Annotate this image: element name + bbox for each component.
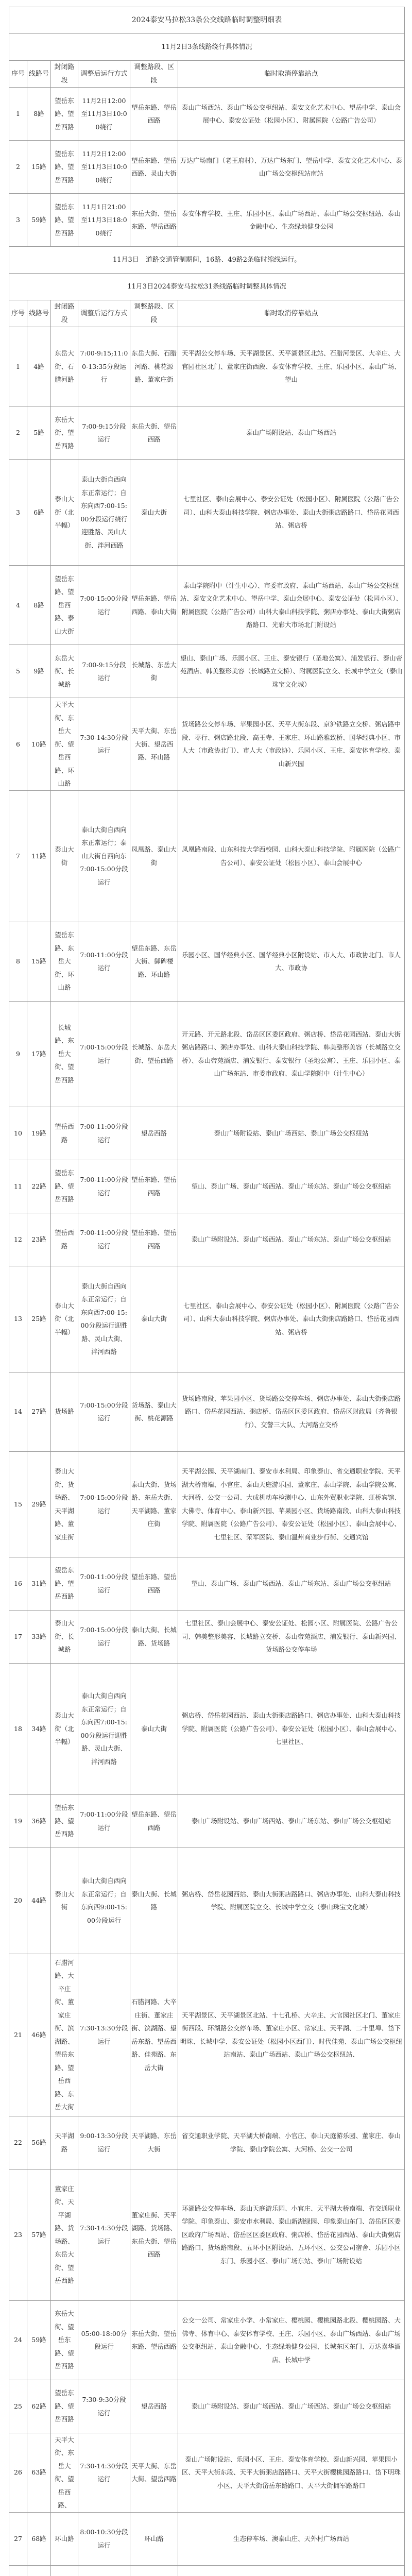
operating-mode: 7:30-14:30分段运行 [78, 698, 130, 791]
adjusted-segment: 东岳大街、望岳西路 [130, 406, 178, 460]
operating-mode: 7:00-15:00分段运行 [78, 1372, 130, 1451]
cancelled-stops: 环湖路公交停车场、泰山天庭游乐园、小官庄、天平湖大桥南端、省交通职业学院、印象泰山、泰安市水利局、泰山新湖绿园、印象泰山东门、岱岳区区委区政府广场西站、岱岳区区委区政府、粥店桥、岱岳花园西站、泰山大街粥店路路口、货场路南段、五环小区附设站、五环小区、公交公司宿舍、乐园小区东门、乐园小区、泰山广场东站、泰山广场附设站 [178, 2169, 405, 2300]
operating-mode: 7:00-9:15;11:00-13:35分段运行 [78, 327, 130, 406]
cancelled-stops: 货场路公交停车场、苹果园小区、天平大街东段、京沪铁路立交桥、粥店路中段、枣行、粥店路北段、高王寺、王家庄、环山路雅致桥、国华经典小区、市人大（市政协北门）、市人大（市政协）、乐园小区、王庄、泰安体育学校、泰山新兴园 [178, 698, 405, 791]
table-row [9, 1451, 405, 1557]
adjusted-segment: 董家庄街、天平湖路、货场路、东岳大街、望岳西路 [130, 2169, 178, 2300]
adjustment-table [9, 7, 405, 2576]
closed-section: 长城路、东岳大街、望岳西路 [51, 1001, 78, 1107]
closed-section: 泰山大街 [51, 1848, 78, 1954]
header-no: 序号 [9, 61, 27, 88]
closed-section: 望岳东路、望岳西路 [51, 88, 78, 141]
closed-section: 东岳大街、长城路 [51, 645, 78, 698]
line-number: 8路 [27, 88, 51, 141]
cancelled-stops: 泰山学院附中（计生中心）、市委市政府、泰山广场西站、泰山广场公交枢纽站、泰安文化艺术中心、望岳中学、泰山会展中心、泰安公证处（松园小区）、附属医院（公路广告公司）山科大泰山科技学院、粥店办事处、泰山大街粥店路路口、光彩大市场北门附设站 [178, 566, 405, 645]
line-number: 4路 [27, 327, 51, 406]
table-row [9, 1557, 405, 1610]
closed-section: 泰山大街（北半幅） [51, 1266, 78, 1372]
cancelled-stops: 七里社区、泰山会展中心、泰安公证处（松园小区）、附属医院（公路广告公司）、山科大泰山科技学院、粥店办事处、泰山大街粥店路路口、岱岳花园西站、粥店桥 [178, 1266, 405, 1372]
table-row [9, 1848, 405, 1954]
closed-section: 望岳西路 [51, 1213, 78, 1266]
table-row [9, 1794, 405, 1848]
table-row [9, 566, 405, 645]
operating-mode: 05:00-18:00分段运行 [78, 2300, 130, 2380]
row-number: 6 [9, 698, 27, 791]
adjusted-segment: 东岳大街、石腊河路、桃花源路、董家庄街 [130, 327, 178, 406]
table-row [9, 1610, 405, 1663]
operating-mode: 11月2日12:00至11月3日10:00绕行 [78, 141, 130, 194]
row-number: 25 [9, 2380, 27, 2433]
table-row [9, 1266, 405, 1372]
closed-section: 望岳东路、望岳西路 [51, 141, 78, 194]
adjusted-segment [130, 2565, 178, 2576]
row-number: 7 [9, 790, 27, 922]
cancelled-stops: 乐园小区、国华经典小区、国华经典小区附设站、市人大、市政协北门、市人大、市政协 [178, 922, 405, 1001]
table-row [9, 2565, 405, 2576]
line-number: 34路 [27, 1663, 51, 1794]
row-number: 3 [9, 194, 27, 247]
cancelled-stops: 生态停车场、澳泰山庄、天外村广场西站 [178, 2512, 405, 2565]
table-row [9, 1160, 405, 1213]
adjusted-segment: 凤凰路、泰山大街 [130, 790, 178, 922]
closed-section: 泰山大街、长城路 [51, 1610, 78, 1663]
cancelled-stops: 凤凰路南段、山东科技大学西校园、山科大泰山科技学院、附属医院（公路广告公司）、泰安公证处（松园小区）、泰山会展中心 [178, 790, 405, 922]
row-number: 24 [9, 2300, 27, 2380]
section2-header-row [9, 300, 405, 327]
table-row [9, 1213, 405, 1266]
row-number: 26 [9, 2433, 27, 2512]
adjusted-segment: 望岳东路、望岳西路、灵山大街 [130, 141, 178, 194]
closed-section: 天平湖路 [51, 2116, 78, 2169]
line-number: 31路 [27, 1557, 51, 1610]
line-number: 11路 [27, 790, 51, 922]
section2-title: 11月3日2024泰安马拉松31条线路临时调整具体情况 [9, 274, 405, 300]
row-number: 10 [9, 1107, 27, 1160]
adjusted-segment: 望岳东路、望岳西路、泰山大街 [130, 566, 178, 645]
row-number: 13 [9, 1266, 27, 1372]
operating-mode: 7:00-11:00分段运行 [78, 1160, 130, 1213]
row-number: 8 [9, 922, 27, 1001]
row-number: 12 [9, 1213, 27, 1266]
adjusted-segment: 泰山大街 [130, 1663, 178, 1794]
adjusted-segment: 天平湖路、东岳大街 [130, 2116, 178, 2169]
closed-section: 望岳东路、望岳西路 [51, 1794, 78, 1848]
line-number: 25路 [27, 1266, 51, 1372]
operating-mode: 7:00-15:00分段运行 [78, 1610, 130, 1663]
section1-header-row [9, 61, 405, 88]
row-number: 15 [9, 1451, 27, 1557]
closed-section: 石腊河路、大辛庄街、董家庄街、滨湖路、望岳东路、望岳西路、东岳大街 [51, 1954, 78, 2116]
adjusted-segment: 长城路、东岳大街 [130, 645, 178, 698]
operating-mode: 7:30-13:30分段运行 [78, 1954, 130, 2116]
header-mode: 调整后运行方式 [78, 300, 130, 327]
line-number: 62路 [27, 2380, 51, 2433]
adjusted-segment: 泰山大街、长城路、货场路 [130, 1610, 178, 1663]
cancelled-stops: 泰山广场附设站、泰山广场西站、泰山广场东站、泰山广场公交枢纽站 [178, 1794, 405, 1848]
section1-title: 11月2日3条线路绕行具体情况 [9, 34, 405, 61]
cancelled-stops [178, 2565, 405, 2576]
closed-section: 东岳大街、石腊河路 [51, 327, 78, 406]
table-row [9, 1107, 405, 1160]
table-row [9, 1372, 405, 1451]
bus-adjustment-sheet [9, 7, 405, 2576]
adjusted-segment: 东岳大街、望岳东路、望岳西路 [130, 2300, 178, 2380]
closed-section: 泰山大街 [51, 790, 78, 922]
line-number: 59路 [27, 194, 51, 247]
row-number: 5 [9, 645, 27, 698]
operating-mode: 7:00-11:00分段运行 [78, 1107, 130, 1160]
closed-section: 望岳西路 [51, 1107, 78, 1160]
adjusted-segment: 天平大街、东岳大街、望岳西路、环山路 [130, 698, 178, 791]
line-number: 59路 [27, 2300, 51, 2380]
table-row [9, 406, 405, 460]
closed-section: 环山路 [51, 2512, 78, 2565]
operating-mode: 7:30-14:30分段运行 [78, 2433, 130, 2512]
row-number: 2 [9, 406, 27, 460]
header-mode: 调整后运行方式 [78, 61, 130, 88]
operating-mode: 7:30-14:30分段运行 [78, 2169, 130, 2300]
table-row [9, 2512, 405, 2565]
table-row [9, 1663, 405, 1794]
closed-section: 泰山大街、货场路、天平湖路、董家庄街 [51, 1451, 78, 1557]
closed-section: 望岳东路、望岳西路 [51, 194, 78, 247]
cancelled-stops: 货场路南段、苹果园小区、货场路公交停车场、粥店办事处、泰山大街粥店路路口、岱岳花园西站、粥店桥、岱岳区区委区政府、岱岳区财政局（齐鲁银行）、交警三大队、大河路立交桥 [178, 1372, 405, 1451]
closed-section: 东岳大街、望岳东路、望岳西路 [51, 2300, 78, 2380]
operating-mode: 7:00-11:00分段运行 [78, 1557, 130, 1610]
line-number: 36路 [27, 1794, 51, 1848]
adjusted-segment: 长城路、东岳大街、望岳西路 [130, 1001, 178, 1107]
cancelled-stops: 泰山广场附设站、泰山广场西站、泰山广场东站、泰山广场公交枢纽站 [178, 1213, 405, 1266]
operating-mode: 7:00-11:00分段运行 [78, 1794, 130, 1848]
row-number: 27 [9, 2512, 27, 2565]
operating-mode: 7:00-15:00分段运行 [78, 566, 130, 645]
line-number: 6路 [27, 460, 51, 566]
closed-section: 董家庄街、天平湖路、货场路、东岳大街、望岳西路 [51, 2169, 78, 2300]
table-row [9, 2169, 405, 2300]
adjusted-segment: 望岳东路、望岳西路 [130, 1557, 178, 1610]
operating-mode: 11月2日12:00至11月3日10:00绕行 [78, 88, 130, 141]
operating-mode: 泰山大街自西向东正常运行；泰山大街自西向东7:00-15:00分段运行 [78, 790, 130, 922]
table-row [9, 2300, 405, 2380]
operating-mode: 7:00-9:15分段运行 [78, 406, 130, 460]
adjusted-segment: 环山路 [130, 2512, 178, 2565]
adjusted-segment: 东岳大街、望岳东路、望岳西路 [130, 194, 178, 247]
line-number: 46路 [27, 1954, 51, 2116]
table-row [9, 141, 405, 194]
adjusted-segment: 望岳东路、望岳西路 [130, 1213, 178, 1266]
row-number: 23 [9, 2169, 27, 2300]
line-number: 27路 [27, 1372, 51, 1451]
adjusted-segment: 泰山大街、货场路、东岳大街、天平湖路、董家庄街 [130, 1451, 178, 1557]
cancelled-stops: 粥店桥、岱岳花园西站、泰山大街粥店路路口、粥店办事处、山科大泰山科技学院、附属医院（公路广告公司）、泰安公证处（松园小区）、泰山会展中心、七里社区、 [178, 1663, 405, 1794]
row-number: 16 [9, 1557, 27, 1610]
row-number: 14 [9, 1372, 27, 1451]
row-number: 11 [9, 1160, 27, 1213]
cancelled-stops: 万达广场南门（老王府村）、万达广场东门、望岳中学、泰安文化艺术中心、泰山广场公交枢纽站南站 [178, 141, 405, 194]
row-number: 22 [9, 2116, 27, 2169]
cancelled-stops: 泰山广场西站、泰山广场公交枢纽站、泰安文化艺术中心、望岳中学、泰山会展中心、泰安公证处（松园小区）、附属医院（公路广告公司） [178, 88, 405, 141]
operating-mode: 泰山大街自西向东正常运行；自东向西9:00-15:00分段运行 [78, 1848, 130, 1954]
operating-mode [78, 2565, 130, 2576]
cancelled-stops: 泰山广场附设站、泰山广场西站、泰山广场西站、泰山广场公交枢纽站 [178, 2380, 405, 2433]
cancelled-stops: 望山、泰山广场、泰山广场西站、泰山广场东站、泰山广场公交枢纽站 [178, 1557, 405, 1610]
line-number: 22路 [27, 1160, 51, 1213]
table-row [9, 1001, 405, 1107]
cancelled-stops: 天平湖公园、天平湖南门、泰安市水利局、印象泰山、省交通职业学院、天平湖大桥南端、小官庄、泰山天庭游乐园、董家庄、泰山学院、泰山学院公寓、大河桥、公交一公司、大成机动车检测中心、山东外贸职业学院、虹桥宾馆、大佛寺、体育中心、泰山新兴园、苹果园小区、货场路南段、山科大泰山科技学院、附属医院（公路广告公司）、泰安公证处（松园小区）、泰山会展中心、七里社区、荣军医院、泰山温州商业步行街、交通宾馆 [178, 1451, 405, 1557]
closed-section: 望岳东路、东岳大街、环山路 [51, 922, 78, 1001]
adjusted-segment: 望岳东路、东岳大街、御碑楼路、环山路 [130, 922, 178, 1001]
cancelled-stops: 省交通职业学院、天平湖大桥南端、小官庄、泰山天庭游乐园、董家庄、泰山学院、泰山学院公寓、大河桥、公交一公司 [178, 2116, 405, 2169]
table-row [9, 790, 405, 922]
cancelled-stops: 公交一公司、常家庄小学、小常家庄、樱桃园、樱桃园路北段、樱桃园路、大佛寺、体育中心、泰安体育学校、王庄、乐园小区、泰山广场西站、泰山广场公交枢纽站、泰山金融中心、生态绿地健身公园、长城东区东门、万达嘉华酒店、长城中学 [178, 2300, 405, 2380]
table-row [9, 327, 405, 406]
closed-section: 东岳大街、望岳西路 [51, 406, 78, 460]
line-number: 68路 [27, 2512, 51, 2565]
adjusted-segment: 望岳东路、望岳西路 [130, 1794, 178, 1848]
adjusted-segment: 泰山大街、长城路 [130, 1848, 178, 1954]
header-closed: 封闭路段 [51, 61, 78, 88]
table-row [9, 2116, 405, 2169]
header-segment: 调整路段、区段 [130, 300, 178, 327]
table-row [9, 194, 405, 247]
closed-section: 天平大街、东岳大街、望岳西路、 [51, 2433, 78, 2512]
adjusted-segment: 望岳西路 [130, 1107, 178, 1160]
line-number: 63路 [27, 2433, 51, 2512]
table-row [9, 698, 405, 791]
table-row [9, 88, 405, 141]
table-row [9, 460, 405, 566]
section1-title-row [9, 34, 405, 61]
line-number: 17路 [27, 1001, 51, 1107]
notice-text: 11月3日 道路交通管制期间，16路、49路2条临时缩线运行。 [9, 247, 405, 274]
operating-mode: 泰山大街自西向东正常运行；自东向西7:00-15:00分段运行迎胜路、灵山大街、泮河西路 [78, 1663, 130, 1794]
line-number: 8路 [27, 566, 51, 645]
cancelled-stops: 泰山广场附设站、泰山广场西站、泰山广场公交枢纽站 [178, 1107, 405, 1160]
header-stops: 临时取消停靠站点 [178, 61, 405, 88]
table-row [9, 2433, 405, 2512]
closed-section: 天平大街、东岳大街、望岳西路、环山路 [51, 698, 78, 791]
closed-section: 泰山大街（北半幅） [51, 1663, 78, 1794]
operating-mode: 9:00-13:30分段运行 [78, 2116, 130, 2169]
operating-mode: 8:00-10:30分段运行 [78, 2512, 130, 2565]
adjusted-segment: 货场路、泰山大街、桃花源路 [130, 1372, 178, 1451]
line-number: 19路 [27, 1107, 51, 1160]
line-number: 9路 [27, 645, 51, 698]
row-number: 20 [9, 1848, 27, 1954]
operating-mode: 7:30-9:30分段运行 [78, 2380, 130, 2433]
operating-mode: 泰山大街自西向东正常运行；自东向西7:00-15:00分段运行绕行迎胜路、灵山大街、泮河西路 [78, 460, 130, 566]
operating-mode: 7:00-15:00分段运行 [78, 1451, 130, 1557]
cancelled-stops: 天平湖景区、天平湖景区北站、十七孔桥、大辛庄、大官园社区北门、董家庄街西段、环湖路公交停车场、董家庄小区、常家庄、天平湖、二十里埠、岱下明珠、长城中学、泰安公证处（松园小区西门）、时代佳苑、泰山广场公交枢纽站南站、泰山广场西站、泰山广场公交枢纽站、 [178, 1954, 405, 2116]
row-number: 19 [9, 1794, 27, 1848]
line-number [27, 2565, 51, 2576]
row-number: 1 [9, 327, 27, 406]
line-number: 57路 [27, 2169, 51, 2300]
closed-section: 泰山大街（北半幅） [51, 460, 78, 566]
operating-mode: 11月1日21:00至11月3日18:00绕行 [78, 194, 130, 247]
row-number: 1 [9, 88, 27, 141]
adjusted-segment: 泰山大街 [130, 460, 178, 566]
cancelled-stops: 开元路、开元路北段、岱岳区区委区政府、粥店桥、岱岳花园西站、泰山大街粥店路路口、粥店办事处、山科大泰山科技学院、韩美整形美容（长城路立交桥）、泰山帝苑酒店、浦发银行、泰安银行（圣地公寓）、王庄、乐园小区、泰山广场东站、市委市政府、泰山学院附中（计生中心） [178, 1001, 405, 1107]
cancelled-stops: 望山、泰山广场、乐园小区、王庄、泰安银行（圣地公寓）、浦发银行、泰山帝苑酒店、韩美整形美容（长城路立交桥）、附属医院立交、长城中学立交（泰山珠宝文化城） [178, 645, 405, 698]
closed-section: 望岳东路、望岳西路 [51, 2380, 78, 2433]
line-number: 15路 [27, 141, 51, 194]
adjusted-segment: 望岳东路、望岳西路 [130, 88, 178, 141]
closed-section: 望岳东路、望岳西路 [51, 1160, 78, 1213]
table-row [9, 1954, 405, 2116]
header-stops: 临时取消停靠站点 [178, 300, 405, 327]
adjusted-segment: 石腊河路、大辛庄街、董家庄街、滨湖路、望岳东路、望岳西路、佳苑路、东岳大街 [130, 1954, 178, 2116]
adjusted-segment: 望岳西路 [130, 2380, 178, 2433]
cancelled-stops: 天平湖公交停车场、天平湖景区、天平湖景区北站、石腊河景区、大辛庄、大官园社区北门、董家庄街西段、泰安体育学校、王庄、乐园小区、泰山广场、望山 [178, 327, 405, 406]
table-title-row [9, 7, 405, 34]
row-number: 4 [9, 566, 27, 645]
header-no: 序号 [9, 300, 27, 327]
header-line: 线路号 [27, 300, 51, 327]
row-number: 17 [9, 1610, 27, 1663]
cancelled-stops: 粥店桥、岱岳花园西站、泰山大街粥店路路口、粥店办事处、山科大泰山科技学院、附属医院立交、长城中学立交（泰山珠宝文化城） [178, 1848, 405, 1954]
header-line: 线路号 [27, 61, 51, 88]
operating-mode: 泰山大街自西向东正常运行；自东向西7:00-15:00分段运行迎胜路、灵山大街、泮河西路 [78, 1266, 130, 1372]
cancelled-stops: 七里社区、泰山会展中心、泰安公证处（松园小区）、附属医院（公路广告公司）、山科大泰山科技学院、粥店办事处、泰山大街粥店路路口、岱岳花园西站、粥店桥 [178, 460, 405, 566]
line-number: 44路 [27, 1848, 51, 1954]
cancelled-stops: 泰安体育学校、王庄、乐园小区、泰山广场西站、泰山广场公交枢纽站、泰山金融中心、生态绿地健身公园 [178, 194, 405, 247]
row-number: 3 [9, 460, 27, 566]
document-title: 2024泰安马拉松33条公交线路临时调整明细表 [9, 7, 405, 34]
operating-mode: 7:00-11:00分段运行 [78, 922, 130, 1001]
line-number: 56路 [27, 2116, 51, 2169]
cancelled-stops: 望山、泰山广场、泰山广场西站、泰山广场东站、泰山广场公交枢纽站 [178, 1160, 405, 1213]
notice-row [9, 247, 405, 274]
line-number: 15路 [27, 922, 51, 1001]
adjusted-segment: 天平大街、东岳大街、望岳西路 [130, 2433, 178, 2512]
closed-section: 货场路 [51, 1372, 78, 1451]
operating-mode: 7:00-9:15分段运行 [78, 645, 130, 698]
table-row [9, 645, 405, 698]
row-number: 2 [9, 141, 27, 194]
line-number: 10路 [27, 698, 51, 791]
cancelled-stops: 七里社区、泰山会展中心、泰安公证处、松园小区、附属医院、公路广告公司、韩美整形美容、长城路立交桥、泰山帝苑酒店、浦发银行、泰山新兴园、货场路公交停车场 [178, 1610, 405, 1663]
cancelled-stops: 泰山广场附设站、泰山广场西站 [178, 406, 405, 460]
header-segment: 调整路段、区段 [130, 61, 178, 88]
row-number: 18 [9, 1663, 27, 1794]
section2-title-row [9, 274, 405, 300]
header-closed: 封闭路段 [51, 300, 78, 327]
closed-section [51, 2565, 78, 2576]
operating-mode: 7:00-15:00分段运行 [78, 1001, 130, 1107]
row-number: 9 [9, 1001, 27, 1107]
adjusted-segment: 望岳东路、望岳西路 [130, 1160, 178, 1213]
adjusted-segment: 泰山大街 [130, 1266, 178, 1372]
closed-section: 望岳东路、望岳西路、泰山大街 [51, 566, 78, 645]
table-row [9, 2380, 405, 2433]
line-number: 29路 [27, 1451, 51, 1557]
line-number: 23路 [27, 1213, 51, 1266]
line-number: 5路 [27, 406, 51, 460]
row-number: 21 [9, 1954, 27, 2116]
closed-section: 望岳东路、望岳西路 [51, 1557, 78, 1610]
row-number [9, 2565, 27, 2576]
operating-mode: 7:00-11:00分段运行 [78, 1213, 130, 1266]
cancelled-stops: 泰山广场附设站、乐园小区、王庄、泰安体育学校、泰山新兴园、苹果园小区、天平大街东段、天平大街粥店路路口、天平大街樱桃园路路口、岱下明珠小区、天平大街岱岳东路路口、天平大街拥军路路口 [178, 2433, 405, 2512]
table-row [9, 922, 405, 1001]
line-number: 33路 [27, 1610, 51, 1663]
